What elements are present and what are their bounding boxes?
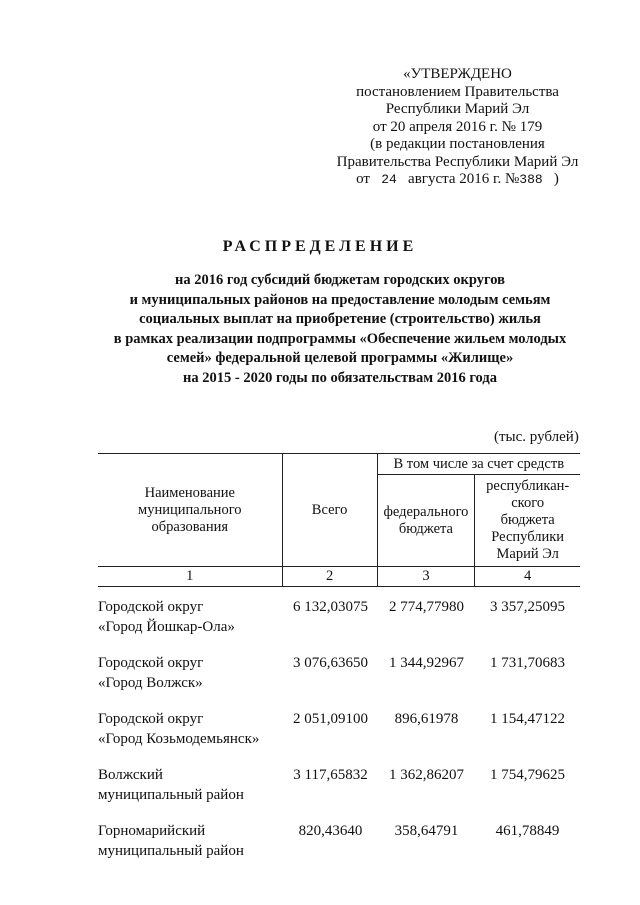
approval-stamp [330, 66, 585, 189]
row-republic: 1 754,79625 [490, 767, 565, 783]
table-row [98, 765, 580, 821]
column-number: 1 [98, 567, 282, 587]
distribution-table-header [98, 453, 580, 587]
header-total: Всего [282, 454, 377, 567]
subtitle-line: и муниципальных районов на предоставление молодым семьям [129, 291, 551, 308]
row-republic: 1 154,47122 [490, 711, 565, 727]
row-federal: 358,64791 [394, 823, 459, 839]
row-federal: 1 362,86207 [389, 767, 464, 783]
row-total: 3 076,63650 [293, 655, 368, 671]
subtitle-line: в рамках реализации подпрограммы «Обеспечение жильем молодых [113, 330, 567, 347]
approval-line-1: «УТВЕРЖДЕНО [403, 66, 512, 82]
edit-mid: августа 2016 г. № [408, 171, 520, 187]
column-number: 4 [475, 567, 580, 587]
edit-day: 24 [381, 172, 397, 187]
subtitle-line: на 2015 - 2020 годы по обязательствам 2016 года [183, 369, 497, 386]
row-republic: 3 357,25095 [490, 599, 565, 615]
edit-suffix: ) [553, 171, 559, 187]
row-federal: 1 344,92967 [389, 655, 464, 671]
row-name: Городской округ «Город Волжск» [98, 655, 204, 691]
approval-line-6: Правительства Республики Марий Эл [336, 153, 579, 170]
row-name: Волжский муниципальный район [98, 767, 244, 803]
table-row [98, 597, 580, 653]
edit-number: 388 [519, 172, 543, 187]
subtitle-line: социальных выплат на приобретение (строительство) жилья [139, 311, 541, 327]
approval-line-2: постановлением Правительства [356, 83, 559, 100]
table-row [98, 653, 580, 709]
header-federal: федерального бюджета [377, 475, 475, 567]
table-row [98, 821, 580, 877]
row-federal: 896,61978 [394, 711, 459, 727]
units-label: (тыс. рублей) [494, 429, 579, 445]
approval-line-5: (в редакции постановления [370, 136, 545, 152]
distribution-table-body [98, 597, 580, 877]
subtitle-line: семей» федеральной целевой программы «Жилище» [166, 350, 514, 366]
subtitle-line: на 2016 год субсидий бюджетам городских округов [175, 272, 505, 288]
row-name: Городской округ «Город Йошкар-Ола» [98, 599, 235, 635]
row-name: Горномарийский муниципальный район [98, 823, 244, 859]
row-republic: 1 731,70683 [490, 655, 565, 671]
row-total: 820,43640 [298, 823, 363, 839]
header-republic: республикан- ского бюджета Республики Марий Эл [486, 478, 570, 562]
document-title: РАСПРЕДЕЛЕНИЕ [222, 238, 418, 255]
edit-prefix: от [356, 171, 370, 187]
row-total: 2 051,09100 [293, 711, 368, 727]
row-name: Городской округ «Город Козьмодемьянск» [98, 711, 260, 747]
row-total: 6 132,03075 [293, 599, 368, 615]
header-name: Наименование муниципального образования [98, 454, 282, 567]
column-number: 2 [282, 567, 377, 587]
approval-edit-line [330, 171, 585, 189]
table-row [98, 709, 580, 765]
approval-line-4: от 20 апреля 2016 г. № 179 [372, 118, 543, 135]
row-republic: 461,78849 [495, 823, 560, 839]
approval-line-3: Республики Марий Эл [385, 101, 530, 117]
header-group: В том числе за счет средств [377, 454, 580, 475]
document-subtitle [40, 271, 640, 388]
row-total: 3 117,65832 [293, 767, 368, 783]
row-federal: 2 774,77980 [389, 599, 464, 615]
column-number: 3 [377, 567, 475, 587]
